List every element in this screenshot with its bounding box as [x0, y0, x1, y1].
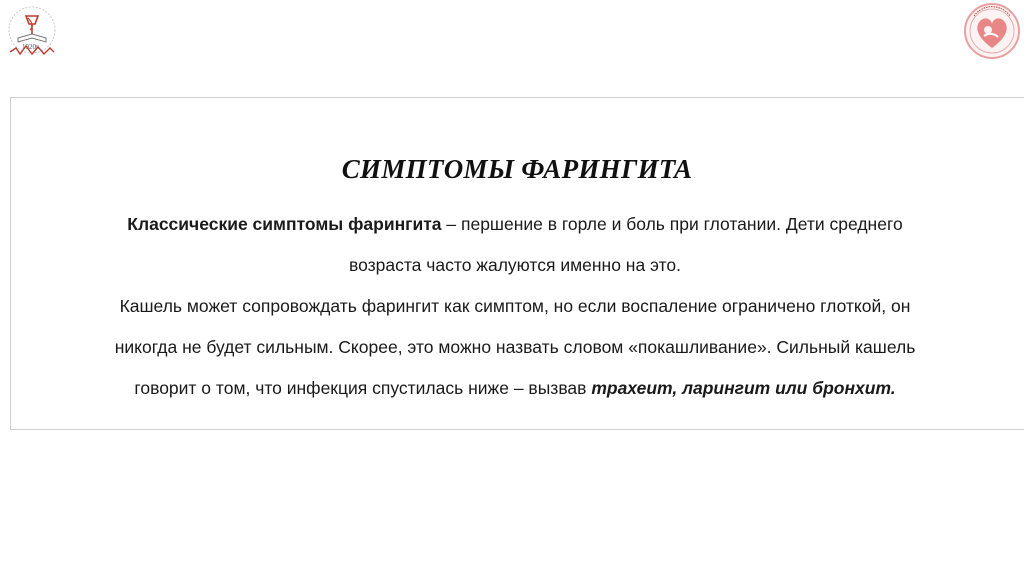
slide-title: СИМПТОМЫ ФАРИНГИТА [341, 154, 693, 184]
diagnosis-list-text: трахеит, ларингит или бронхит. [591, 378, 896, 398]
paragraph1-line1 [30, 204, 1000, 245]
logo-year-text: 1920г. [22, 43, 40, 51]
paragraph1-line2: возраста часто жалуются именно на это. [348, 255, 682, 275]
paragraph2-line3 [30, 368, 1000, 409]
university-logo [4, 4, 60, 60]
paragraph2-line3-plain: говорит о том, что инфекция спустилась ниже – вызвав [134, 378, 592, 398]
lead-bold-text: Классические симптомы фарингита [127, 214, 442, 234]
paragraph1-rest: – першение в горле и боль при глотании. Дети среднего [441, 214, 903, 234]
slide-body-text [30, 204, 1000, 409]
mother-child-heart-icon [962, 0, 1022, 62]
paragraph2-line2: никогда не будет сильным. Скорее, это можно назвать словом «покашливание». Сильный кашель [114, 337, 916, 357]
children-hospital-logo [962, 0, 1022, 62]
paragraph2-line1: Кашель может сопровождать фарингит как симптом, но если воспаление ограничено глоткой, он [119, 296, 911, 316]
university-emblem-icon [4, 4, 60, 60]
